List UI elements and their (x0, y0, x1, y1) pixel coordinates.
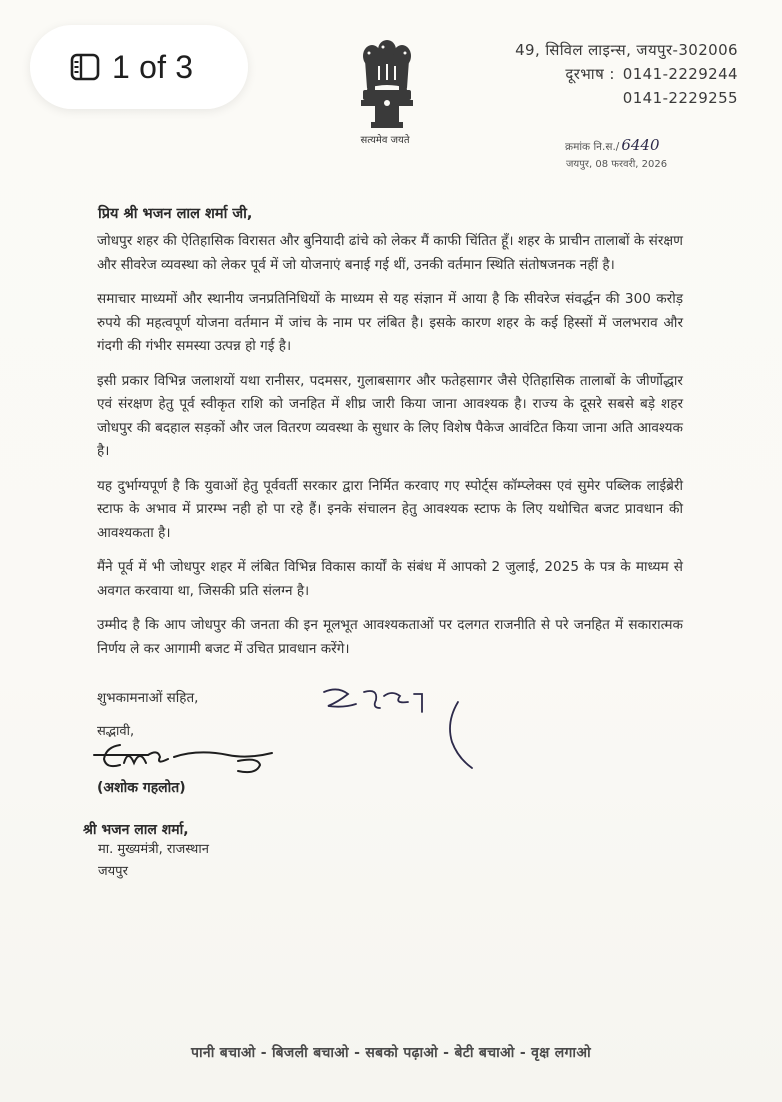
slogan-separator: - (348, 1045, 366, 1061)
slogan-separator: - (255, 1045, 272, 1061)
reference-label: क्रमांक नि.स./ (565, 141, 620, 153)
page-indicator[interactable] (30, 25, 248, 109)
phone-label: दूरभाष : (565, 65, 615, 83)
closing: शुभकामनाओं सहित, (97, 690, 199, 706)
recipient-block (83, 820, 209, 883)
slogan-separator: - (514, 1045, 532, 1061)
letter-date: जयपुर, 08 फरवरी, 2026 (566, 159, 668, 170)
letterhead-address-block (515, 38, 738, 110)
body-paragraph: जोधपुर शहर की ऐतिहासिक विरासत और बुनियादी ढांचे को लेकर मैं काफी चिंतित हूँ। शहर के प्राचीन तालाबों के संरक्षण और सीवरेज व्यवस्था को लेकर पूर्व में जो योजनाएं बनाई गई थीं, उनकी वर्तमान स्थिति संतोषजनक नहीं है। (97, 233, 683, 273)
reference-number (565, 136, 660, 154)
pages-icon[interactable] (70, 52, 100, 82)
phone-number-2: 0141-2229255 (622, 89, 738, 107)
body-paragraph: इसी प्रकार विभिन्न जलाशयों यथा रानीसर, पदमसर, गुलाबसागर और फतेहसागर जैसे ऐतिहासिक तालाबों के जीर्णोद्धार एवं संरक्षण हेतु पूर्व स्वीकृत राशि को जनहित में शीघ्र जारी किया जाना आवश्यक है। राज्य के दूसरे सबसे बड़े शहर जोधपुर की बदहाल सड़कों और जल वितरण व्यवस्था के सुधार के लिए विशेष पैकेज आवंटित किया जाना अति आवश्यक है। (97, 372, 683, 459)
footer-slogans (0, 1043, 782, 1062)
slogan-separator: - (438, 1045, 455, 1061)
slogan-item: बेटी बचाओ (454, 1045, 515, 1061)
handwritten-signature-right (318, 682, 488, 772)
address-line: 49, सिविल लाइन्स, जयपुर-302006 (515, 41, 738, 59)
slogan-item: सबको पढ़ाओ (365, 1045, 438, 1061)
recipient-designation: मा. मुख्यमंत्री, राजस्थान (98, 842, 209, 857)
recipient-city: जयपुर (98, 864, 128, 879)
slogan-item: बिजली बचाओ (272, 1045, 349, 1061)
slogan-item: पानी बचाओ (191, 1045, 256, 1061)
body-paragraph: समाचार माध्यमों और स्थानीय जनप्रतिनिधियों के माध्यम से यह संज्ञान में आया है कि सीवरेज संवर्द्धन की 300 करोड़ रुपये की महत्वपूर्ण योजना वर्तमान में जांच के नाम पर लंबित है। इसके कारण शहर के कई हिस्सों में जलभराव और गंदगी की गंभीर समस्या उत्पन्न हो गई है। (97, 291, 683, 354)
recipient-name: श्री भजन लाल शर्मा, (83, 822, 189, 838)
sadbhavi: सद्भावी, (97, 724, 135, 739)
body-paragraph: यह दुर्भाग्यपूर्ण है कि युवाओं हेतु पूर्ववर्ती सरकार द्वारा निर्मित करवाए गए स्पोर्ट्स कॉम्प्लेक्स एवं सुमेर पब्लिक लाईब्रेरी स्टाफ के अभाव में प्रारम्भ नही हो पा रहे हैं। इनके संचालन हेतु आवश्यक स्टाफ के लिए यथोचित बजट प्रावधान की आवश्यकता है। (97, 477, 683, 541)
sender-name: (अशोक गहलोत) (97, 780, 186, 796)
reference-value: 6440 (621, 136, 660, 154)
letter-body (97, 230, 683, 672)
slogan-item: वृक्ष लगाओ (531, 1045, 591, 1061)
body-paragraph: उम्मीद है कि आप जोधपुर की जनता की इन मूलभूत आवश्यकताओं पर दलगत राजनीति से परे जनहित में सकारात्मक निर्णय ले कर आगामी बजट में उचित प्रावधान करेंगे। (97, 617, 683, 657)
body-paragraph: मैंने पूर्व में भी जोधपुर शहर में लंबित विभिन्न विकास कार्यों के संबंध में आपको 2 जुलाई, 2025 के पत्र के माध्यम से अवगत करवाया था, जिसकी प्रति संलग्न है। (97, 559, 683, 599)
page-indicator-text: 1 of 3 (112, 48, 194, 85)
salutation: प्रिय श्री भजन लाल शर्मा जी, (98, 206, 253, 222)
phone-number-1: 0141-2229244 (622, 65, 738, 83)
emblem-motto: सत्यमेव जयते (360, 135, 410, 146)
phone-row (515, 62, 738, 86)
